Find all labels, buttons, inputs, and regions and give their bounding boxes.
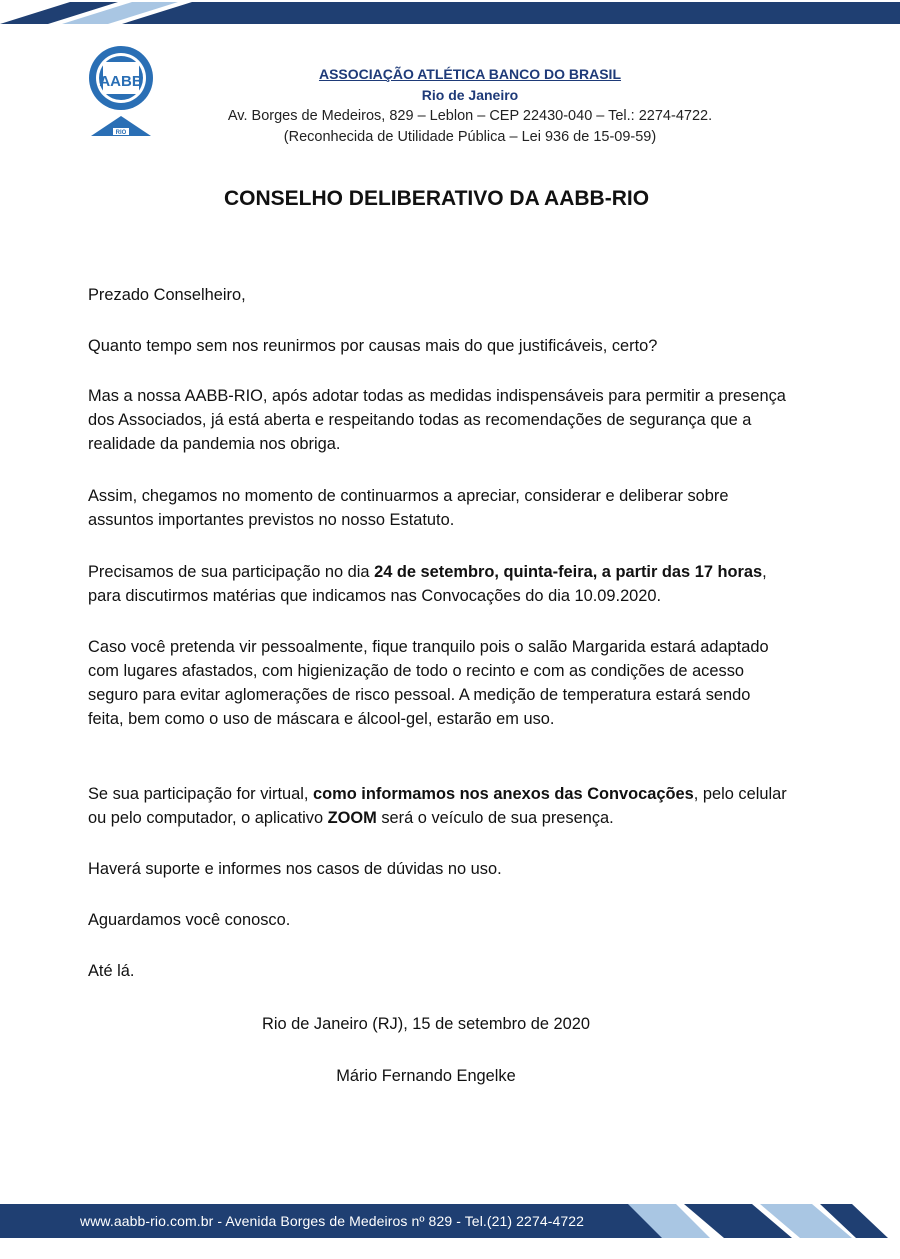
logo-tag: RIO (115, 130, 127, 136)
city-name: Rio de Janeiro (421, 87, 519, 103)
p6-text-e: será o veículo de sua presença. (376, 809, 614, 827)
paragraph-6 (88, 782, 788, 830)
paragraph-4 (88, 560, 788, 608)
aabb-logo (85, 44, 157, 140)
p6-text-a: Se sua participação for virtual, (88, 785, 314, 803)
organization-name: ASSOCIAÇÃO ATLÉTICA BANCO DO BRASIL (318, 66, 622, 82)
p4-text-a: Precisamos de sua participação no dia (88, 563, 375, 581)
recognition-line: (Reconhecida de Utilidade Pública – Lei 936 de 15-09-59) (283, 129, 657, 145)
paragraph-1: Quanto tempo sem nos reunirmos por causas mais do que justificáveis, certo? (88, 337, 658, 355)
paragraph-8: Aguardamos você conosco. (88, 911, 291, 929)
paragraph-3: Assim, chegamos no momento de continuarmos a apreciar, considerar e deliberar sobre assuntos importantes previstos no nosso Estatuto. (88, 487, 729, 529)
p6-text-c: , pelo celular ou pelo computador, o aplicativo (88, 785, 787, 827)
top-decorative-band (0, 0, 900, 30)
paragraph-9: Até lá. (88, 962, 135, 980)
meeting-date: 24 de setembro, quinta-feira, a partir das 17 horas (374, 563, 763, 581)
signature-name: Mário Fernando Engelke (336, 1067, 516, 1085)
p4-text-c: , para discutirmos matérias que indicamos nas Convocações do dia 10.09.2020. (88, 563, 767, 605)
p6-bold-zoom: ZOOM (327, 809, 377, 827)
place-and-date: Rio de Janeiro (RJ), 15 de setembro de 2020 (262, 1015, 590, 1033)
greeting: Prezado Conselheiro, (88, 286, 246, 304)
address-line: Av. Borges de Medeiros, 829 – Leblon – CEP 22430-040 – Tel.: 2274-4722. (227, 108, 713, 124)
paragraph-7: Haverá suporte e informes nos casos de dúvidas no uso. (88, 860, 502, 878)
bottom-decorative-band (0, 1200, 900, 1259)
document-title: CONSELHO DELIBERATIVO DA AABB-RIO (223, 187, 650, 210)
paragraph-5: Caso você pretenda vir pessoalmente, fique tranquilo pois o salão Margarida estará adaptado com lugares afastados, com higienização de todo o recinto e com as condições de acesso seguro para evitar aglomerações de risco pessoal. A medição de temperatura estará sendo feita, bem como o uso de máscara e álcool-gel, estarão em uso. (88, 638, 769, 728)
footer-contact: www.aabb-rio.com.br - Avenida Borges de Medeiros nº 829 - Tel.(21) 2274-4722 (80, 1213, 585, 1229)
p6-bold-annex: como informamos nos anexos das Convocações (313, 785, 694, 803)
logo-letters: AABB (99, 73, 143, 90)
paragraph-2: Mas a nossa AABB-RIO, após adotar todas as medidas indispensáveis para permitir a presença dos Associados, já está aberta e respeitando todas as recomendações de segurança que a realidade da pandemia nos obriga. (88, 387, 786, 453)
letterhead (150, 64, 790, 148)
